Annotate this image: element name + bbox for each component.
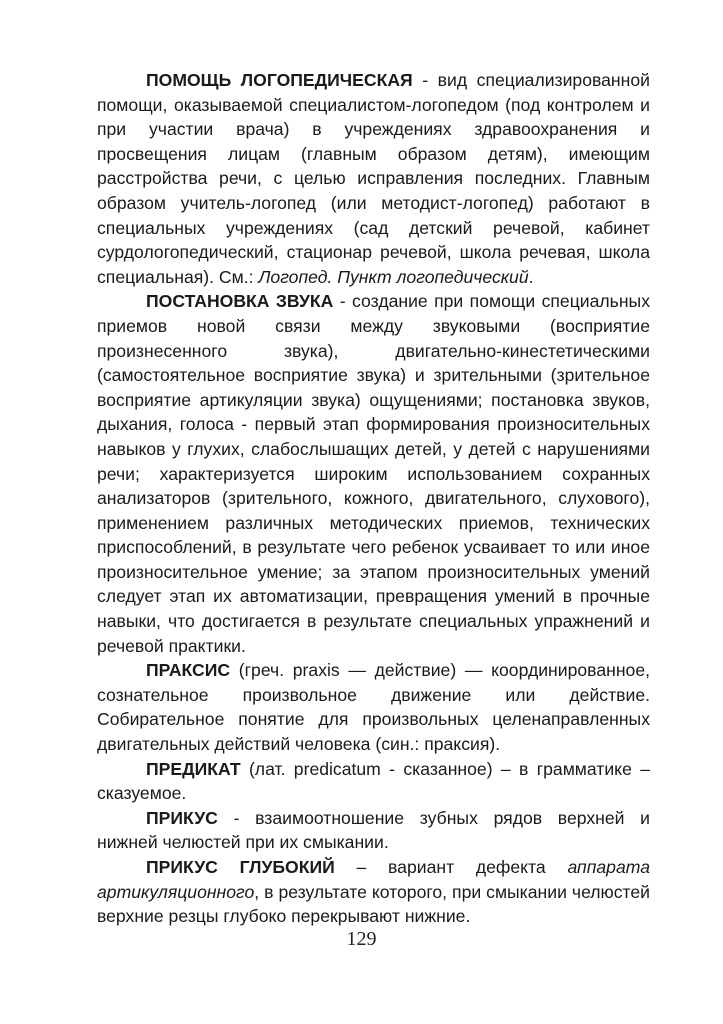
entry-pomoshch-logopedicheskaya [97,68,650,289]
entry-praksis [97,658,650,756]
entry-prikus [97,806,650,855]
entry-predikat [97,757,650,806]
entry-term: ПРИКУС ГЛУБОКИЙ [146,857,335,877]
page-number: 129 [346,928,377,950]
entry-definition: – вариант дефекта [334,857,568,877]
entry-definition-tail: . [528,266,534,287]
entry-definition-tail: , в результате которого, при смыкании челюстей верхние резцы глубоко перекрывают нижние. [97,881,650,927]
entry-definition: (греч. praxis — действие) — координированное, сознательное произвольное движение или действие. Собирательное понятие для произвольных целенаправленных двигательных действий человека (син.: праксия). [97,660,650,755]
entry-definition: - создание при помощи специальных приемов новой связи между звуковыми (восприятие произнесенного звука), двигательно-кинестетическими (самостоятельное восприятие звука) и зрительными (зрительное восприятие артикуляции звука) ощущениями; постановка звуков, дыхания, голоса - первый этап формирования произносительных навыков у глухих, слабослышащих детей, у детей с нарушениями речи; характеризуется широким использованием сохранных анализаторов (зрительного, кожного, двигательного, слухового), применением различных методических приемов, технических приспособлений, в результате чего ребенок усваивает то или иное произносительное умение; за этапом произносительных умений следует этап их автоматизации, превращения умений в прочные навыки, что достигается в результате специальных упражнений и речевой практики. [97,291,650,656]
entry-definition: - взаимоотношение зубных рядов верхней и нижней челюстей при их смыкании. [97,807,650,853]
entry-term: ПОМОЩЬ ЛОГОПЕДИЧЕСКАЯ [146,70,413,90]
entry-term: ПРИКУС [146,807,218,828]
entry-term: ПРЕДИКАТ [146,758,241,779]
entry-prikus-glubokiy [97,855,650,929]
entry-postanovka-zvuka [97,289,650,658]
entry-definition: (лат. predicatum - сказанное) – в грамматике – сказуемое. [97,758,650,804]
entry-term: ПОСТАНОВКА ЗВУКА [146,291,334,312]
entry-cross-reference: аппарата артикуляционного [97,857,650,902]
dictionary-page [97,68,650,929]
entry-cross-reference: Логопед. Пункт логопедический [258,266,529,287]
entry-definition: - вид специализированной помощи, оказываемой специалистом-логопедом (под контролем и при участии врача) в учреждениях здравоохранения и просвещения лицам (главным образом детям), имеющим расстройства речи, с целью исправления последних. Главным образом учитель-логопед (или методист-логопед) работают в специальных учреждениях (сад детский речевой, кабинет сурдологопедический, стационар речевой, школа речевая, школа специальная). См.: [97,70,650,287]
entry-term: ПРАКСИС [146,660,231,681]
